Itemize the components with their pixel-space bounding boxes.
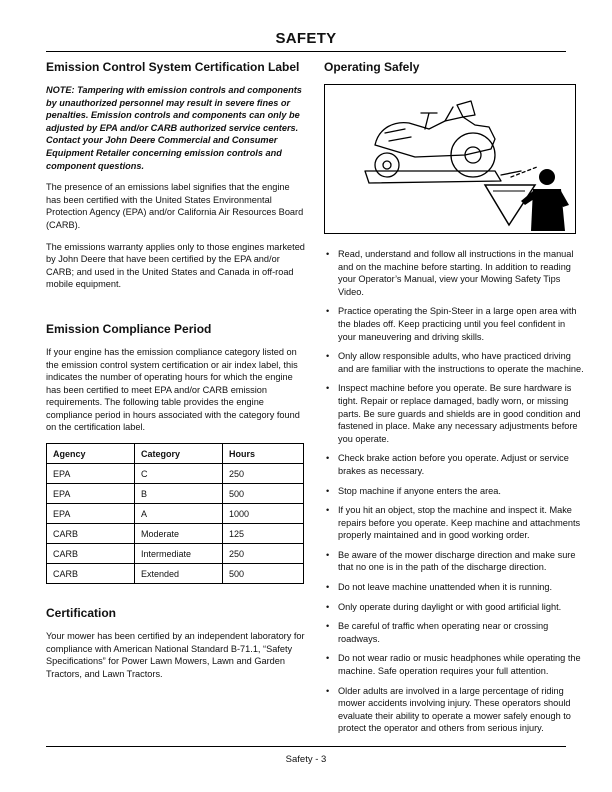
list-item: • Do not leave machine unattended when it is running. [326,582,553,593]
list-item: • Do not wear radio or music headphones while operating the machine. Safe operation requires your full attention. [326,653,581,677]
table-row [47,524,304,544]
emission-paragraph-2: The emissions warranty applies only to those engines marketed by John Deere that have been certified by the EPA and/or CARB; and used in the United States and Canada in off-road mobile equipment. [46,241,305,290]
table-header-category: Category [135,444,223,464]
list-item: • Inspect machine before you operate. Be sure hardware is tight. Repair or replace damaged, badly worn, or missing parts. Be sure guards and shields are in good condition and fastened in place. Make any necessary adjustments before you operate. [326,383,581,444]
list-item: • Read, understand and follow all instructions in the manual and on the machine before starting. In addition to reading your Operator’s Manual, view your Mowing Safety Tips Video. [326,249,574,297]
list-item: • Only allow responsible adults, who have practiced driving and are familiar with the instructions to operate the machine. [326,351,584,374]
table-row [47,504,304,524]
left-column [46,60,306,689]
page-number: Safety - 3 [285,754,327,765]
compliance-paragraph: If your engine has the emission compliance category listed on the emission control system certification or air index label, this indicates the number of operating hours for which the engine has been certified to meet EPA and/or CARB emission requirements. The following table provides the engine compliance period in hours associated with the category found on the certification label. [46,346,300,433]
mower-operator-icon [325,85,575,233]
tampering-note: NOTE: Tampering with emission controls and components by unauthorized personnel may result in severe fines or penalties. Emission controls and components can only be adjusted by EPA and/or CARB authorized service centers. Contact your John Deere Commercial and Consumer Equipment Retailer concerning emission controls and component questions. [46,85,302,171]
emission-paragraph-1: The presence of an emissions label signifies that the engine has been certified with the United States Environmental Protection Agency (EPA) and/or California Air Resources Board (CARB). [46,182,304,230]
table-cell-agency: EPA [47,464,135,484]
table-row [47,564,304,584]
page-title: SAFETY [275,30,337,47]
table-cell-agency: CARB [47,544,135,564]
table-header-row [47,444,304,464]
table-cell-hours: 250 [223,464,304,484]
table-row [47,484,304,504]
table-cell-hours: 250 [223,544,304,564]
table-cell-agency: EPA [47,504,135,524]
list-item: • Older adults are involved in a large percentage of riding mower accidents involving injury. These operators should evaluate their ability to operate a mower safely enough to protect the operator and others from serious injury. [326,685,571,734]
table-cell-hours: 125 [223,524,304,544]
table-cell-hours: 500 [223,564,304,584]
compliance-period-heading: Emission Compliance Period [46,321,212,336]
table-header-agency: Agency [47,444,135,464]
list-item: • Only operate during daylight or with good artificial light. [326,601,562,612]
table-cell-category: Moderate [135,524,223,544]
table-header-hours: Hours [223,444,304,464]
table-cell-category: C [135,464,223,484]
list-item: • Stop machine if anyone enters the area. [326,485,501,496]
operating-safely-heading: Operating Safely [324,60,420,74]
table-cell-category: B [135,484,223,504]
list-item: • Be careful of traffic when operating near or crossing roadways. [326,621,549,644]
mower-warning-illustration [324,84,576,234]
certification-paragraph: Your mower has been certified by an independent laboratory for compliance with American National Standard B-71.1, “Safety Specifications” for Power Lawn Mowers, Lawn and Garden Tractors, and Lawn Tractors. [46,631,305,679]
table-cell-category: Intermediate [135,544,223,564]
list-item: • Check brake action before you operate. Adjust or service brakes as necessary. [326,453,569,476]
compliance-table [46,443,304,584]
list-item: • If you hit an object, stop the machine and inspect it. Make repairs before you operate. Keep machine and attachments properly maintained and in good working order. [326,505,581,541]
footer-divider [46,746,566,747]
table-cell-hours: 1000 [223,504,304,524]
table-cell-category: A [135,504,223,524]
table-cell-agency: CARB [47,564,135,584]
table-row [47,544,304,564]
certification-heading: Certification [46,606,117,621]
table-cell-agency: CARB [47,524,135,544]
right-column [324,60,584,742]
list-item: • Practice operating the Spin-Steer in a large open area with the blades off. Keep practicing until you feel confident in your maneuvering and driving skills. [326,306,577,342]
title-divider [46,51,566,52]
table-cell-hours: 500 [223,484,304,504]
table-row [47,464,304,484]
table-cell-agency: EPA [47,484,135,504]
emission-label-heading: Emission Control System Certification Label [46,60,300,74]
list-item: • Be aware of the mower discharge direction and make sure that no one is in the path of the discharge direction. [326,549,576,573]
table-cell-category: Extended [135,564,223,584]
